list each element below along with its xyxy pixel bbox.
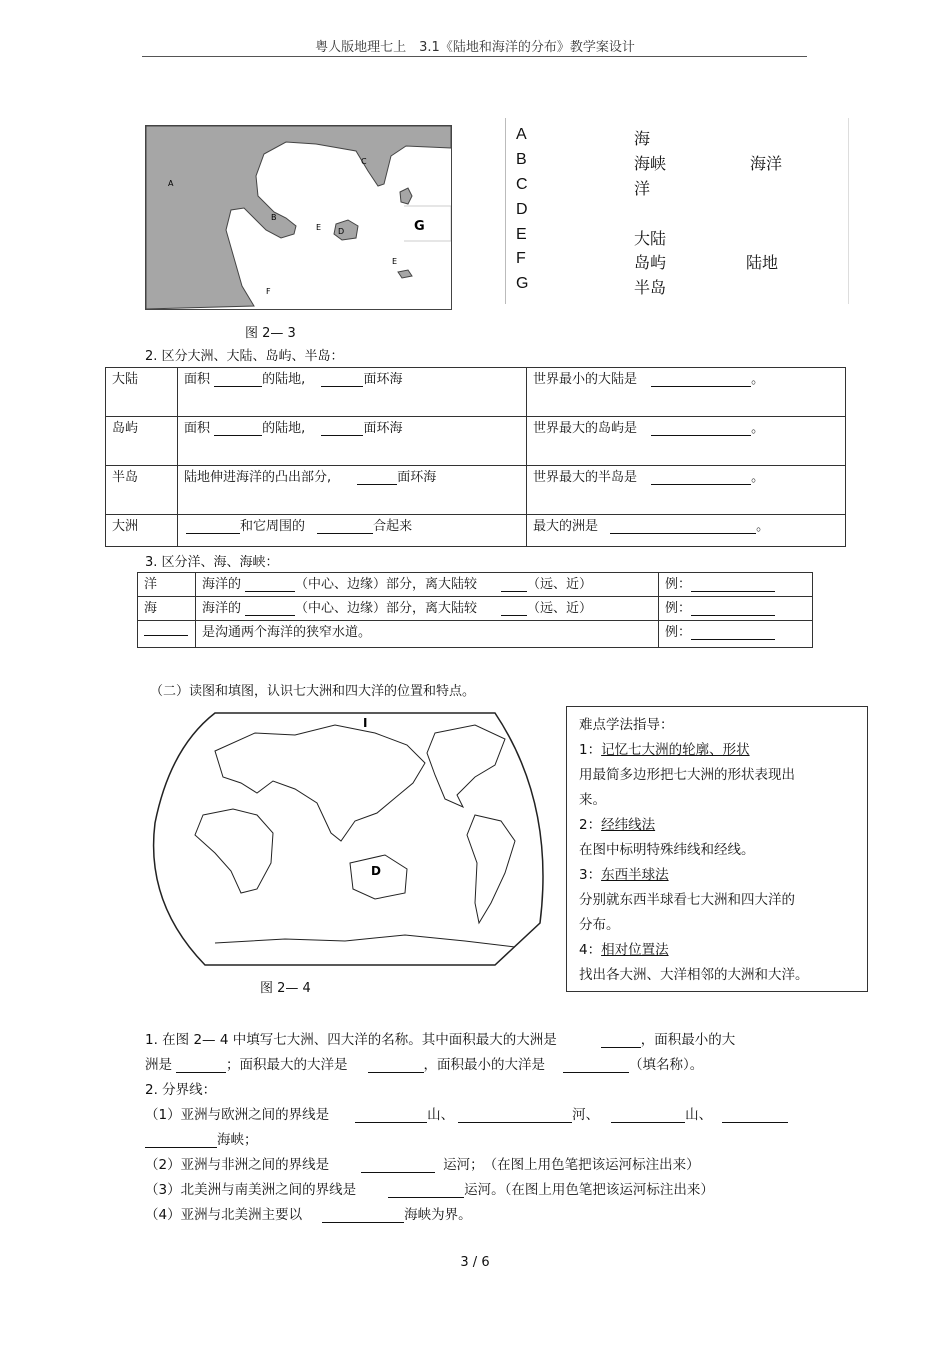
answer-blank[interactable] (355, 1108, 427, 1123)
boundary-2 (145, 1153, 700, 1173)
answer-blank[interactable] (357, 470, 397, 485)
q-text: 1. 在图 2— 4 中填写七大洲、四大洋的名称。其中面积最大的大洲是 (145, 1032, 557, 1048)
answer-blank[interactable] (214, 421, 262, 436)
world-map-2-4 (145, 703, 559, 968)
answer-blank[interactable] (691, 625, 775, 640)
boundary-1-cont (145, 1128, 258, 1148)
map2-label-i: I (363, 716, 368, 730)
map1-label-c: C (361, 157, 367, 166)
answer-blank[interactable] (322, 1208, 404, 1223)
answer-blank[interactable] (321, 421, 363, 436)
q-text: 山、 (427, 1107, 455, 1123)
row-example (659, 573, 813, 597)
fact-text: 世界最大的岛屿是 (533, 421, 638, 436)
answer-blank[interactable] (321, 372, 363, 387)
term-island: 岛屿 (634, 255, 667, 272)
answer-blank[interactable] (563, 1058, 629, 1073)
guide-item-1 (567, 738, 867, 763)
guide-num: 3： (579, 867, 602, 883)
row-definition (178, 368, 527, 417)
guide-text: 找出各大洲、大洋相邻的大洲和大洋。 (579, 967, 809, 983)
answer-blank[interactable] (368, 1058, 424, 1073)
table-row (106, 515, 846, 547)
answer-blank[interactable] (501, 577, 527, 592)
q-text: （1）亚洲与欧洲之间的界线是 (145, 1107, 330, 1123)
guide-head: 记忆七大洲的轮廓、形状 (601, 742, 750, 758)
map-2-3-drawing (146, 126, 451, 309)
term-continent: 大陆 (634, 231, 667, 248)
q-text: 洲是 (145, 1057, 172, 1073)
row-name: 洋 (138, 573, 196, 597)
fact-text: 最大的洲是 (533, 519, 599, 534)
guide-title: 难点学法指导： (579, 717, 674, 733)
row-name (138, 621, 196, 648)
q-text: （2）亚洲与非洲之间的界线是 (145, 1157, 330, 1173)
row-definition (178, 417, 527, 466)
q-text: 河、 (572, 1107, 600, 1123)
def-part: 合起来 (373, 519, 413, 534)
boundary-3 (145, 1178, 714, 1198)
letter-g: G (516, 275, 529, 292)
term-peninsula: 半岛 (634, 280, 667, 297)
answer-blank[interactable] (651, 372, 751, 387)
answer-blank[interactable] (186, 519, 240, 534)
fact-end: 。 (751, 470, 765, 485)
map2-label-d: D (371, 864, 381, 878)
answer-blank[interactable] (317, 519, 373, 534)
answer-blank[interactable] (691, 577, 775, 592)
row-name: 海 (138, 597, 196, 621)
term-list (505, 118, 849, 304)
table-row (138, 621, 813, 648)
map1-label-g: G (414, 219, 425, 234)
def-part: （远、近） (527, 601, 593, 616)
example-label: 例： (665, 577, 692, 592)
table-row (138, 597, 813, 621)
row-fact (527, 466, 846, 515)
question-1-line2 (145, 1053, 703, 1073)
question-2-title: 2. 分界线： (145, 1082, 217, 1098)
def-part: 面环海 (397, 470, 437, 485)
guide-head: 相对位置法 (601, 942, 669, 958)
map1-caption: 图 2— 3 (245, 326, 296, 341)
term-ocean: 洋 (634, 181, 651, 198)
q-text: （填名称）。 (629, 1057, 704, 1073)
q-text: （4）亚洲与北美洲主要以 (145, 1207, 303, 1223)
row-name: 岛屿 (106, 417, 178, 466)
guide-item-3 (567, 863, 867, 888)
page-header: 粤人版地理七上 3.1《陆地和海洋的分布》教学案设计 (315, 40, 635, 55)
row-fact (527, 417, 846, 466)
section2-title: 2. 区分大洲、大陆、岛屿、半岛： (145, 349, 344, 364)
row-fact (527, 515, 846, 547)
row-name: 大陆 (106, 368, 178, 417)
fact-end: 。 (751, 372, 765, 387)
part2-title: （二）读图和填图，认识七大洲和四大洋的位置和特点。 (150, 684, 476, 699)
guide-item-2 (567, 813, 867, 838)
answer-blank[interactable] (176, 1058, 226, 1073)
boundary-1 (145, 1103, 788, 1123)
fact-end: 。 (756, 519, 770, 534)
answer-blank[interactable] (388, 1183, 464, 1198)
answer-blank[interactable] (722, 1108, 788, 1123)
answer-blank[interactable] (651, 421, 751, 436)
q-text: 海峡； (217, 1132, 258, 1148)
row-fact (527, 368, 846, 417)
guide-head: 东西半球法 (601, 867, 669, 883)
section3-table (137, 572, 813, 648)
row-example (659, 621, 813, 648)
q-text: ，面积最小的大 (640, 1032, 736, 1048)
map-2-3 (145, 125, 452, 310)
section3-title: 3. 区分洋、海、海峡： (145, 555, 279, 570)
def-part: 的陆地, (262, 372, 306, 387)
answer-blank[interactable] (651, 470, 751, 485)
def-part: 和它周围的 (240, 519, 306, 534)
table-row (106, 466, 846, 515)
letter-a: A (516, 126, 527, 143)
q-text: 海峡为界。 (404, 1207, 472, 1223)
def-part: 海洋的 (202, 601, 242, 616)
q-text: 运河； （在图上用色笔把该运河标注出来） (443, 1157, 700, 1173)
map1-label-e: E (316, 223, 322, 232)
def-part: 面积 (184, 421, 211, 436)
header-rule (142, 56, 807, 57)
q-text: 山、 (685, 1107, 713, 1123)
guide-num: 4： (579, 942, 602, 958)
def-part: 面环海 (363, 421, 403, 436)
answer-blank[interactable] (245, 601, 295, 616)
q-text: 运河。（在图上用色笔把该运河标注出来） (464, 1182, 714, 1198)
fact-text: 世界最小的大陆是 (533, 372, 638, 387)
def-part: 陆地伸进海洋的凸出部分, (184, 470, 332, 485)
guide-text: 分布。 (579, 917, 620, 933)
row-definition (178, 466, 527, 515)
letter-c: C (516, 176, 528, 193)
q-text: （3）北美洲与南美洲之间的界线是 (145, 1182, 357, 1198)
table-row (138, 573, 813, 597)
map2-caption: 图 2— 4 (260, 981, 311, 996)
row-definition (196, 597, 659, 621)
boundary-4 (145, 1203, 472, 1223)
q-text: ；面积最大的大洋是 (226, 1057, 348, 1073)
def-part: 海洋的 (202, 577, 242, 592)
answer-blank[interactable] (245, 577, 295, 592)
guide-item-4 (567, 938, 867, 963)
page-number: 3 / 6 (460, 1255, 490, 1270)
letter-d: D (516, 201, 528, 218)
answer-blank[interactable] (458, 1108, 572, 1123)
row-definition (178, 515, 527, 547)
letter-e: E (516, 226, 527, 243)
example-label: 例： (665, 601, 692, 616)
def-part: 面环海 (363, 372, 403, 387)
answer-blank[interactable] (145, 1133, 217, 1148)
letter-b: B (516, 151, 527, 168)
guide-text: 在图中标明特殊纬线和经线。 (579, 842, 755, 858)
def-part: （远、近） (527, 577, 593, 592)
map1-label-e2: E (392, 257, 398, 266)
term-sea: 海 (634, 131, 651, 148)
answer-blank[interactable] (691, 601, 775, 616)
letter-f: F (516, 250, 526, 267)
answer-blank[interactable] (144, 621, 188, 636)
map1-label-a: A (168, 179, 174, 188)
answer-blank[interactable] (601, 1033, 641, 1048)
term-land: 陆地 (746, 255, 779, 272)
fact-text: 世界最大的半岛是 (533, 470, 638, 485)
question-1-line1 (145, 1028, 735, 1048)
guide-text: 用最简多边形把七大洲的形状表现出 (579, 767, 795, 783)
term-seas-oceans: 海洋 (750, 156, 783, 173)
row-example (659, 597, 813, 621)
q-text: ，面积最小的大洋是 (423, 1057, 545, 1073)
def-part: 面积 (184, 372, 211, 387)
answer-blank[interactable] (361, 1158, 435, 1173)
example-label: 例： (665, 625, 692, 640)
row-name: 半岛 (106, 466, 178, 515)
guide-num: 1： (579, 742, 602, 758)
guide-text: 来。 (579, 792, 606, 808)
table-row (106, 368, 846, 417)
fact-end: 。 (751, 421, 765, 436)
table-row (106, 417, 846, 466)
term-strait: 海峡 (634, 156, 667, 173)
guide-num: 2： (579, 817, 602, 833)
row-definition: 是沟通两个海洋的狭窄水道。 (196, 621, 659, 648)
answer-blank[interactable] (611, 1108, 685, 1123)
answer-blank[interactable] (610, 519, 756, 534)
section2-table (105, 367, 846, 547)
guide-text: 分别就东西半球看七大洲和四大洋的 (579, 892, 795, 908)
answer-blank[interactable] (214, 372, 262, 387)
def-part: 的陆地, (262, 421, 306, 436)
answer-blank[interactable] (501, 601, 527, 616)
map1-label-f: F (266, 287, 271, 296)
map1-label-b: B (271, 213, 277, 222)
def-part: （中心、边缘）部分，离大陆较 (295, 577, 478, 592)
map1-label-d: D (338, 227, 345, 236)
guide-head: 经纬线法 (601, 817, 656, 833)
def-part: （中心、边缘）部分，离大陆较 (295, 601, 478, 616)
world-map-drawing (145, 703, 559, 968)
row-definition (196, 573, 659, 597)
row-name: 大洲 (106, 515, 178, 547)
study-guide-box (566, 706, 868, 992)
